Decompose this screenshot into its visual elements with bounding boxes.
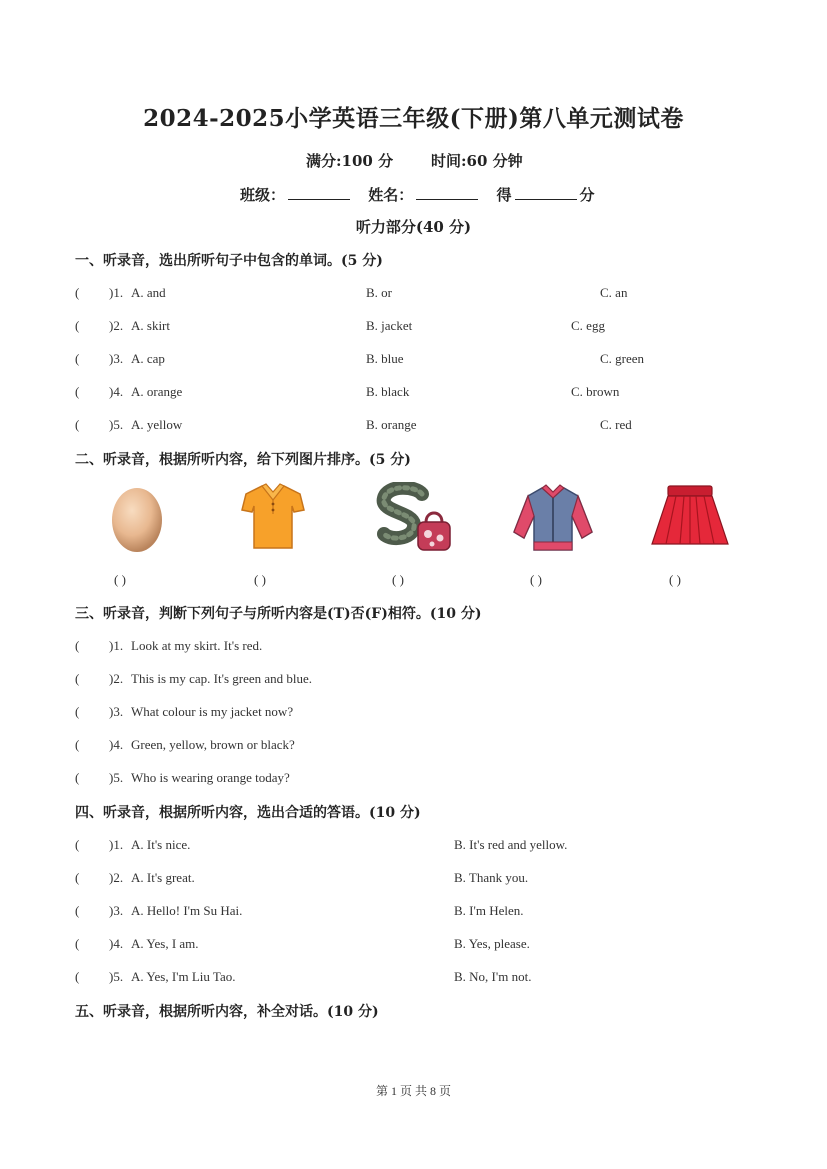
option-b: B. black xyxy=(366,384,410,399)
option-b: B. orange xyxy=(366,417,417,432)
class-label: 班级： xyxy=(240,186,286,204)
picture-4-answer[interactable]: ( ) xyxy=(530,572,542,587)
letter-s-bag-picture xyxy=(376,482,452,556)
answer-paren[interactable]: ( xyxy=(75,285,80,300)
egg-picture xyxy=(108,482,166,554)
score-field-label: 得 xyxy=(496,186,512,204)
option-c: C. red xyxy=(600,417,632,432)
option-a: A. It's great. xyxy=(131,870,195,885)
score-unit: 分 xyxy=(579,186,595,204)
section-1-heading: 一、听录音，选出所听句子中包含的单词。(5 分) xyxy=(75,253,383,269)
jacket-picture xyxy=(512,482,594,554)
name-blank[interactable] xyxy=(416,185,478,200)
question-number: )1. xyxy=(109,837,124,852)
question-number: )5. xyxy=(109,417,124,432)
time-limit: 时间:60 分钟 xyxy=(431,152,523,170)
skirt-picture xyxy=(650,484,730,550)
statement-text: Green, yellow, brown or black? xyxy=(131,737,295,752)
answer-paren[interactable]: ( xyxy=(75,870,80,885)
question-number: )5. xyxy=(109,770,124,785)
answer-paren[interactable]: ( xyxy=(75,704,80,719)
answer-paren[interactable]: ( xyxy=(75,770,80,785)
answer-paren[interactable]: ( xyxy=(75,969,80,984)
picture-1-answer[interactable]: ( ) xyxy=(114,572,126,587)
answer-paren[interactable]: ( xyxy=(75,671,80,686)
section-4-heading: 四、听录音，根据所听内容，选出合适的答语。(10 分) xyxy=(75,805,421,821)
option-a: A. cap xyxy=(131,351,165,366)
question-number: )1. xyxy=(109,638,124,653)
option-a: A. Yes, I'm Liu Tao. xyxy=(131,969,236,984)
option-c: C. egg xyxy=(571,318,605,333)
section-3-heading: 三、听录音，判断下列句子与所听内容是(T)否(F)相符。(10 分) xyxy=(75,606,482,622)
page-title: 2024-2025小学英语三年级(下册)第八单元测试卷 xyxy=(143,105,684,132)
page-footer: 第 1 页 共 8 页 xyxy=(375,1084,451,1098)
option-a: A. Yes, I am. xyxy=(131,936,199,951)
question-number: )2. xyxy=(109,870,124,885)
section-2-heading: 二、听录音，根据所听内容，给下列图片排序。(5 分) xyxy=(75,452,411,468)
full-score: 满分:100 分 xyxy=(306,152,394,170)
option-b: B. Yes, please. xyxy=(454,936,530,951)
option-b: B. No, I'm not. xyxy=(454,969,532,984)
option-b: B. jacket xyxy=(366,318,413,333)
question-number: )2. xyxy=(109,318,124,333)
answer-paren[interactable]: ( xyxy=(75,903,80,918)
option-b: B. It's red and yellow. xyxy=(454,837,568,852)
question-number: )3. xyxy=(109,351,124,366)
option-b: B. or xyxy=(366,285,392,300)
option-a: A. yellow xyxy=(131,417,183,432)
answer-paren[interactable]: ( xyxy=(75,737,80,752)
answer-paren[interactable]: ( xyxy=(75,936,80,951)
option-c: C. brown xyxy=(571,384,620,399)
option-a: A. and xyxy=(131,285,166,300)
question-number: )4. xyxy=(109,936,124,951)
score-blank[interactable] xyxy=(515,185,577,200)
option-a: A. orange xyxy=(131,384,183,399)
question-number: )1. xyxy=(109,285,124,300)
answer-paren[interactable]: ( xyxy=(75,417,80,432)
answer-paren[interactable]: ( xyxy=(75,837,80,852)
picture-2-answer[interactable]: ( ) xyxy=(254,572,266,587)
picture-5-answer[interactable]: ( ) xyxy=(669,572,681,587)
answer-paren[interactable]: ( xyxy=(75,318,80,333)
option-a: A. Hello! I'm Su Hai. xyxy=(131,903,243,918)
answer-paren[interactable]: ( xyxy=(75,384,80,399)
shirt-picture xyxy=(240,480,306,552)
statement-text: This is my cap. It's green and blue. xyxy=(131,671,313,686)
option-b: B. Thank you. xyxy=(454,870,529,885)
class-blank[interactable] xyxy=(288,185,350,200)
statement-text: What colour is my jacket now? xyxy=(131,704,294,719)
answer-paren[interactable]: ( xyxy=(75,351,80,366)
question-number: )4. xyxy=(109,737,124,752)
picture-3-answer[interactable]: ( ) xyxy=(392,572,404,587)
section-5-heading: 五、听录音，根据所听内容，补全对话。(10 分) xyxy=(75,1004,379,1020)
option-a: A. skirt xyxy=(131,318,170,333)
question-number: )3. xyxy=(109,903,124,918)
question-number: )4. xyxy=(109,384,124,399)
option-b: B. blue xyxy=(366,351,404,366)
listening-header: 听力部分(40 分) xyxy=(355,218,472,236)
option-c: C. green xyxy=(600,351,645,366)
question-number: )5. xyxy=(109,969,124,984)
student-info-line xyxy=(240,184,595,205)
name-label: 姓名： xyxy=(368,186,414,204)
option-b: B. I'm Helen. xyxy=(454,903,524,918)
question-number: )3. xyxy=(109,704,124,719)
answer-paren[interactable]: ( xyxy=(75,638,80,653)
statement-text: Who is wearing orange today? xyxy=(131,770,290,785)
statement-text: Look at my skirt. It's red. xyxy=(131,638,263,653)
question-number: )2. xyxy=(109,671,124,686)
option-a: A. It's nice. xyxy=(131,837,191,852)
option-c: C. an xyxy=(600,285,628,300)
